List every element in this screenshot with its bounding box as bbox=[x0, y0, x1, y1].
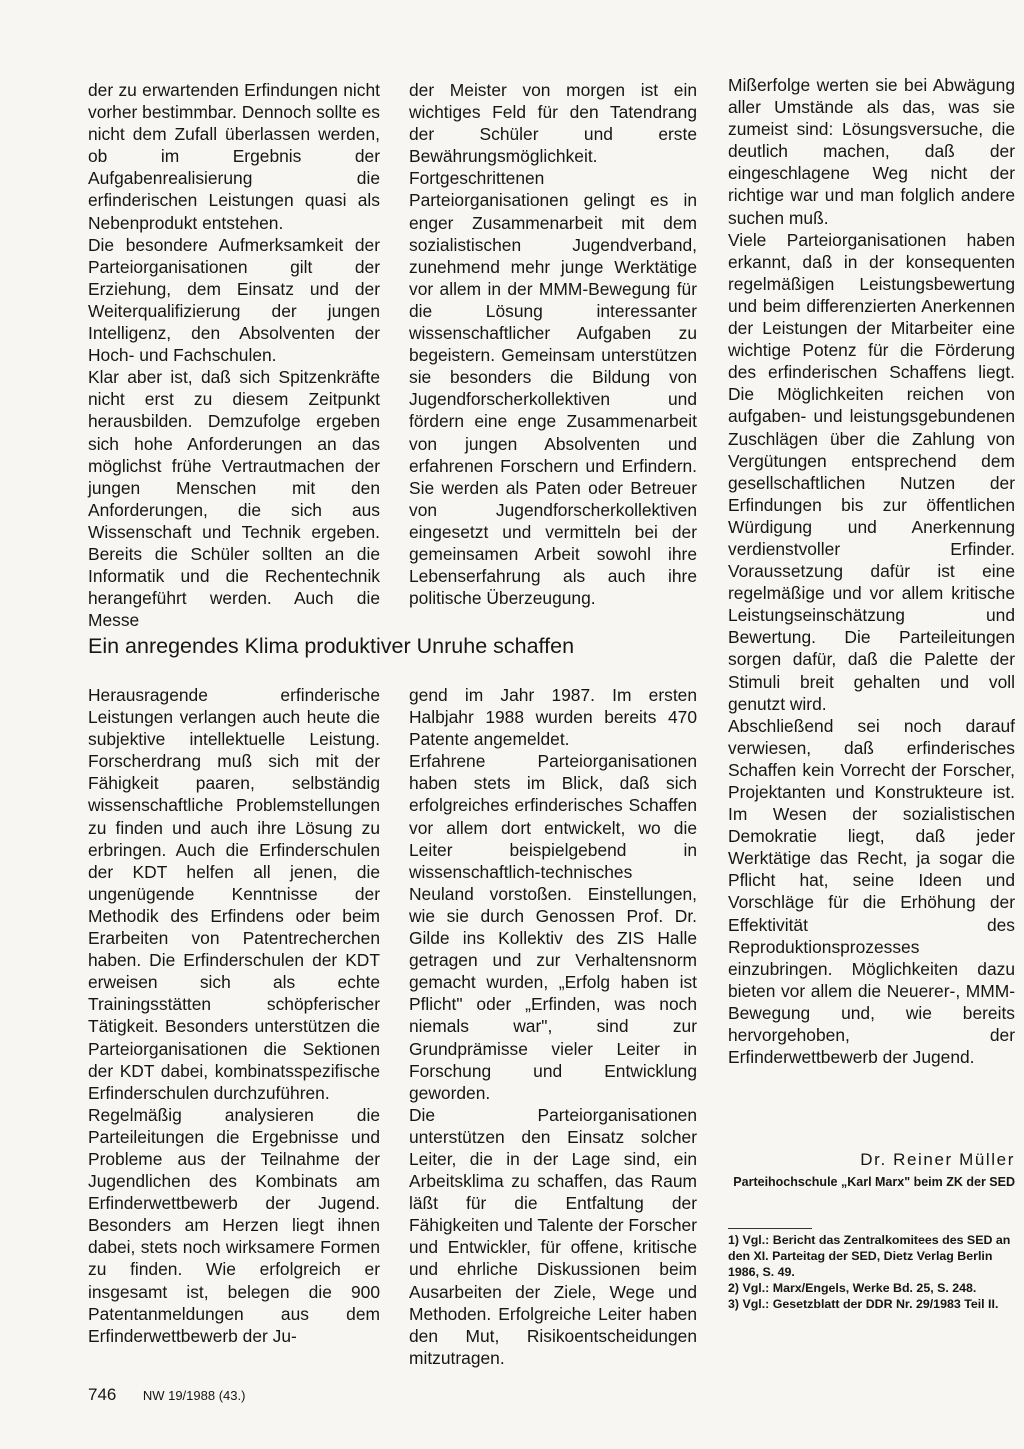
page-number: 746 bbox=[88, 1385, 117, 1404]
section-headline: Ein anregendes Klima produktiver Unruhe schaffen bbox=[88, 634, 575, 658]
article-column-1 bbox=[88, 79, 380, 631]
footnotes bbox=[728, 1232, 1015, 1312]
article-column-4 bbox=[88, 684, 380, 1347]
paragraph: der zu erwartenden Erfindungen nicht vorher bestimmbar. Dennoch sollte es nicht dem Zufall überlassen werden, ob im Ergebnis der Aufgabenrealisierung die erfinderischen Leistungen quasi als Nebenprodukt entstehen. bbox=[88, 80, 380, 233]
paragraph: Viele Parteiorganisationen haben erkannt, daß in der konsequenten regelmäßigen Leistungsbewertung und beim differenzierten Anerkennen der Leistungen der Mitarbeiter eine wichtige Potenz für die Förderung des erfinderischen Schaffens liegt. Die Möglichkeiten reichen von aufgaben- und leistungsgebundenen Zuschlägen über die Zahlung von Vergütungen entsprechend dem gesellschaftlichen Nutzen der Erfindungen bis zur öffentlichen Würdigung und Anerkennung verdienstvoller Erfinder. Voraussetzung dafür ist eine regelmäßige und vor allem kritische Leistungseinschätzung und Bewertung. Die Parteileitungen sorgen dafür, daß die Palette der Stimuli breit gehalten und voll genutzt wird. bbox=[728, 229, 1015, 714]
paragraph: Klar aber ist, daß sich Spitzenkräfte nicht erst zu diesem Zeitpunkt herausbilden. Demzufolge ergeben sich hohe Anforderungen an das möglichst frühe Vertrautmachen der jungen Menschen mit den Anforderungen, die sich aus Wissenschaft und Technik ergeben. Bereits die Schüler sollten an die Informatik und die Rechentechnik herangeführt werden. Auch die Messe bbox=[88, 367, 380, 631]
footnote-divider bbox=[728, 1228, 812, 1229]
article-column-2 bbox=[409, 79, 697, 609]
footnote: 3) Vgl.: Gesetzblatt der DDR Nr. 29/1983 Teil II. bbox=[728, 1297, 999, 1311]
page-footer bbox=[88, 1385, 245, 1405]
paragraph: der Meister von morgen ist ein wichtiges Feld für den Tatendrang der Schüler und erste Bewährungsmöglichkeit. bbox=[409, 80, 697, 167]
footnote: 1) Vgl.: Bericht das Zentralkomitees des SED an den XI. Parteitag der SED, Dietz Verlag Berlin 1986, S. 49. bbox=[728, 1233, 1011, 1279]
paragraph: Abschließend sei noch darauf verwiesen, daß erfinderisches Schaffen kein Vorrecht der Forscher, Projektanten und Konstrukteure ist. Im Wesen der sozialistischen Demokratie liegt, daß jeder Werktätige das Recht, ja sogar die Pflicht hat, seine Ideen und Vorschläge für die Erhöhung der Effektivität des Reproduktionsprozesses einzubringen. Möglichkeiten dazu bieten vor allem die Neuerer-, MMM-Bewegung und, wie bereits hervorgehoben, der Erfinderwettbewerb der Jugend. bbox=[728, 715, 1015, 1068]
paragraph: Herausragende erfinderische Leistungen verlangen auch heute die subjektive intellektuelle Leistung. Forscherdrang muß sich mit der Fähigkeit paaren, selbständig wissenschaftliche Problemstellungen zu finden und auch ihre Lösung zu erbringen. Auch die Erfinderschulen der KDT helfen all jenen, die ungenügende Kenntnisse der Methodik des Erfindens oder beim Erarbeiten von Patentrecherchen haben. Die Erfinderschulen der KDT erweisen sich als echte Trainingsstätten schöpferischer Tätigkeit. Besonders unterstützen die Parteiorganisationen die Sektionen der KDT dabei, kombinatsspezifische Erfinderschulen durchzuführen. bbox=[88, 685, 380, 1103]
paragraph: Erfahrene Parteiorganisationen haben stets im Blick, daß sich erfolgreiches erfinderisches Schaffen vor allem dort entwickelt, wo die Leiter beispielgebend in wissenschaftlich-technisches Neuland vorstoßen. Einstellungen, wie sie durch Genossen Prof. Dr. Gilde ins Kollektiv des ZIS Halle getragen und zur Verhaltensnorm gemacht wurden, „Erfolg haben ist Pflicht" oder „Erfinden, was noch niemals war", sind zur Grundprämisse vieler Leiter in Forschung und Entwicklung geworden. bbox=[409, 751, 697, 1103]
paragraph: Die Parteiorganisationen unterstützen den Einsatz solcher Leiter, die in der Lage sind, ein Arbeitsklima zu schaffen, das Raum läßt für die Entfaltung der Fähigkeiten und Talente der Forscher und Entwickler, für offene, kritische und ehrliche Diskussionen beim Ausarbeiten der Ziele, Wege und Methoden. Erfolgreiche Leiter haben den Mut, Risikoentscheidungen mitzutragen. bbox=[409, 1104, 697, 1368]
paragraph: Die besondere Aufmerksamkeit der Parteiorganisationen gilt der Erziehung, dem Einsatz und der Weiterqualifizierung der jungen Intelligenz, den Absolventen der Hoch- und Fachschulen. bbox=[88, 234, 380, 366]
paragraph: gend im Jahr 1987. Im ersten Halbjahr 1988 wurden bereits 470 Patente angemeldet. bbox=[409, 685, 697, 750]
footnote: 2) Vgl.: Marx/Engels, Werke Bd. 25, S. 248. bbox=[728, 1281, 977, 1295]
author-name: Dr. Reiner Müller bbox=[860, 1150, 1015, 1169]
author-affiliation: Parteihochschule „Karl Marx" beim ZK der SED bbox=[733, 1175, 1015, 1189]
author-block bbox=[728, 1150, 1015, 1190]
paragraph: Mißerfolge werten sie bei Abwägung aller Umstände als das, was sie zumeist sind: Lösungsversuche, die deutlich machen, daß der eingeschlagene Weg nicht der richtige war und man folglich andere suchen muß. bbox=[728, 75, 1015, 228]
paragraph: Regelmäßig analysieren die Parteileitungen die Ergebnisse und Probleme aus der Teilnahme der Jugendlichen des Kombinats am Erfinderwettbewerb der Jugend. Besonders am Herzen liegt ihnen dabei, stets noch wirksamere Formen zu finden. Wie erfolgreich er insgesamt ist, belegen die 900 Patentanmeldungen aus dem Erfinderwettbewerb der Ju- bbox=[88, 1104, 380, 1346]
issue-reference: NW 19/1988 (43.) bbox=[142, 1388, 246, 1403]
article-column-5 bbox=[409, 684, 697, 1369]
paragraph: Fortgeschrittenen Parteiorganisationen gelingt es in enger Zusammenarbeit mit dem sozialistischen Jugendverband, zunehmend mehr junge Werktätige vor allem in der MMM-Bewegung für die Lösung interessanter wissenschaftlicher Aufgaben zu begeistern. Gemeinsam unterstützen sie besonders die Bildung von Jugendforscherkollektiven und fördern eine enge Zusammenarbeit von jungen Absolventen und erfahrenen Forschern und Erfindern. Sie werden als Paten oder Betreuer von Jugendforscherkollektiven eingesetzt und vermitteln bei der gemeinsamen Arbeit sowohl ihre Lebenserfahrung als auch ihre politische Überzeugung. bbox=[409, 168, 697, 609]
article-column-3 bbox=[728, 74, 1015, 1068]
